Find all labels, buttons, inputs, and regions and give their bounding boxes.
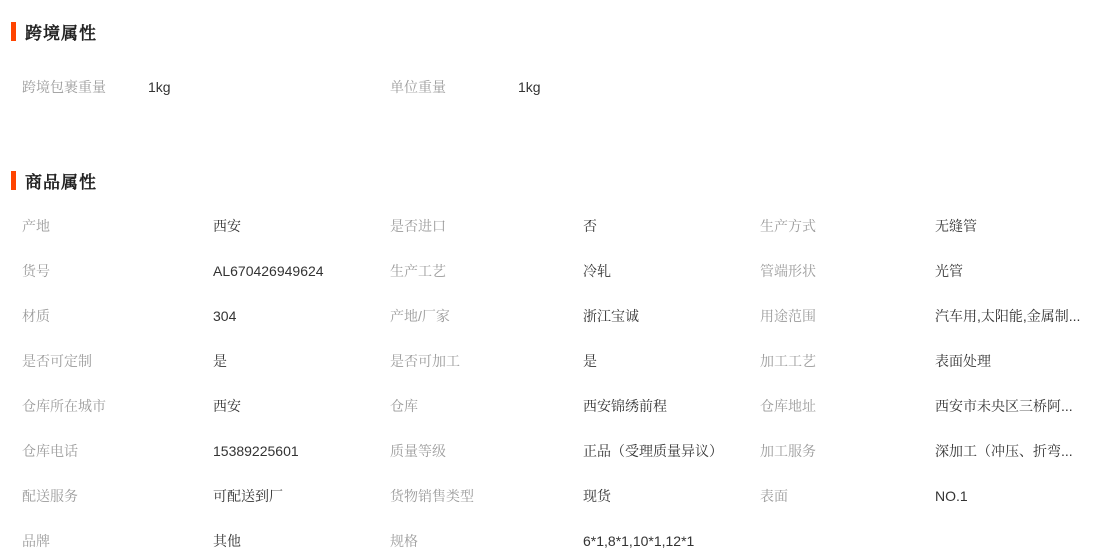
attribute-label: 用途范围	[760, 307, 816, 324]
section-title: 商品属性	[25, 173, 97, 192]
attribute-value: AL670426949624	[213, 262, 324, 279]
attribute-value: 6*1,8*1,10*1,12*1	[583, 532, 695, 549]
attribute-value: 深加工（冲压、折弯...	[935, 442, 1073, 459]
attribute-value: 西安	[213, 217, 241, 234]
section-accent-bar	[11, 22, 16, 41]
attribute-label: 品牌	[22, 532, 50, 549]
attribute-value: 光管	[935, 262, 963, 279]
attribute-label: 材质	[22, 307, 50, 324]
attribute-label: 仓库电话	[22, 442, 78, 459]
attribute-value: 是	[583, 352, 597, 369]
section-title: 跨境属性	[25, 24, 97, 43]
attribute-label: 配送服务	[22, 487, 78, 504]
attribute-value: 1kg	[518, 79, 541, 95]
attribute-value: 冷轧	[583, 262, 611, 279]
attribute-label: 表面	[760, 487, 788, 504]
section-accent-bar	[11, 171, 16, 190]
attribute-value: 无缝管	[935, 217, 977, 234]
attribute-label: 是否进口	[390, 217, 446, 234]
attribute-value: 可配送到厂	[213, 487, 283, 504]
attribute-value: 否	[583, 217, 597, 234]
attribute-value: 15389225601	[213, 442, 299, 459]
attribute-label: 产地/厂家	[390, 307, 450, 324]
attribute-value: 正品（受理质量异议）	[583, 442, 723, 459]
attribute-value: NO.1	[935, 487, 968, 504]
attribute-label: 跨境包裹重量	[22, 79, 106, 95]
attribute-value: 是	[213, 352, 227, 369]
attribute-value: 1kg	[148, 79, 171, 95]
attribute-label: 生产工艺	[390, 262, 446, 279]
attribute-label: 是否可定制	[22, 352, 92, 369]
product-attributes-table	[0, 203, 1111, 557]
attribute-label: 货号	[22, 262, 50, 279]
attribute-value: 304	[213, 307, 237, 324]
cross-border-attributes-row	[0, 77, 1111, 97]
attribute-value: 表面处理	[935, 352, 991, 369]
attribute-label: 规格	[390, 532, 418, 549]
attribute-value: 现货	[583, 487, 611, 504]
attribute-value: 西安市未央区三桥阿...	[935, 397, 1073, 414]
attribute-label: 加工工艺	[760, 352, 816, 369]
attribute-label: 是否可加工	[390, 352, 460, 369]
attribute-label: 仓库所在城市	[22, 397, 106, 414]
attribute-value: 西安	[213, 397, 241, 414]
attribute-label: 管端形状	[760, 262, 816, 279]
attribute-label: 仓库	[390, 397, 418, 414]
attribute-label: 货物销售类型	[390, 487, 474, 504]
attribute-label: 加工服务	[760, 442, 816, 459]
attribute-label: 质量等级	[390, 442, 446, 459]
attribute-value: 浙江宝诚	[583, 307, 639, 324]
attribute-value: 西安锦绣前程	[583, 397, 667, 414]
attribute-label: 仓库地址	[760, 397, 816, 414]
product-section-header	[0, 168, 1111, 193]
attribute-value: 其他	[213, 532, 241, 549]
attribute-label: 产地	[22, 217, 50, 234]
cross-border-section-header	[0, 19, 1111, 44]
attribute-value: 汽车用,太阳能,金属制...	[935, 307, 1081, 324]
attribute-label: 单位重量	[390, 79, 446, 95]
attribute-label: 生产方式	[760, 217, 816, 234]
